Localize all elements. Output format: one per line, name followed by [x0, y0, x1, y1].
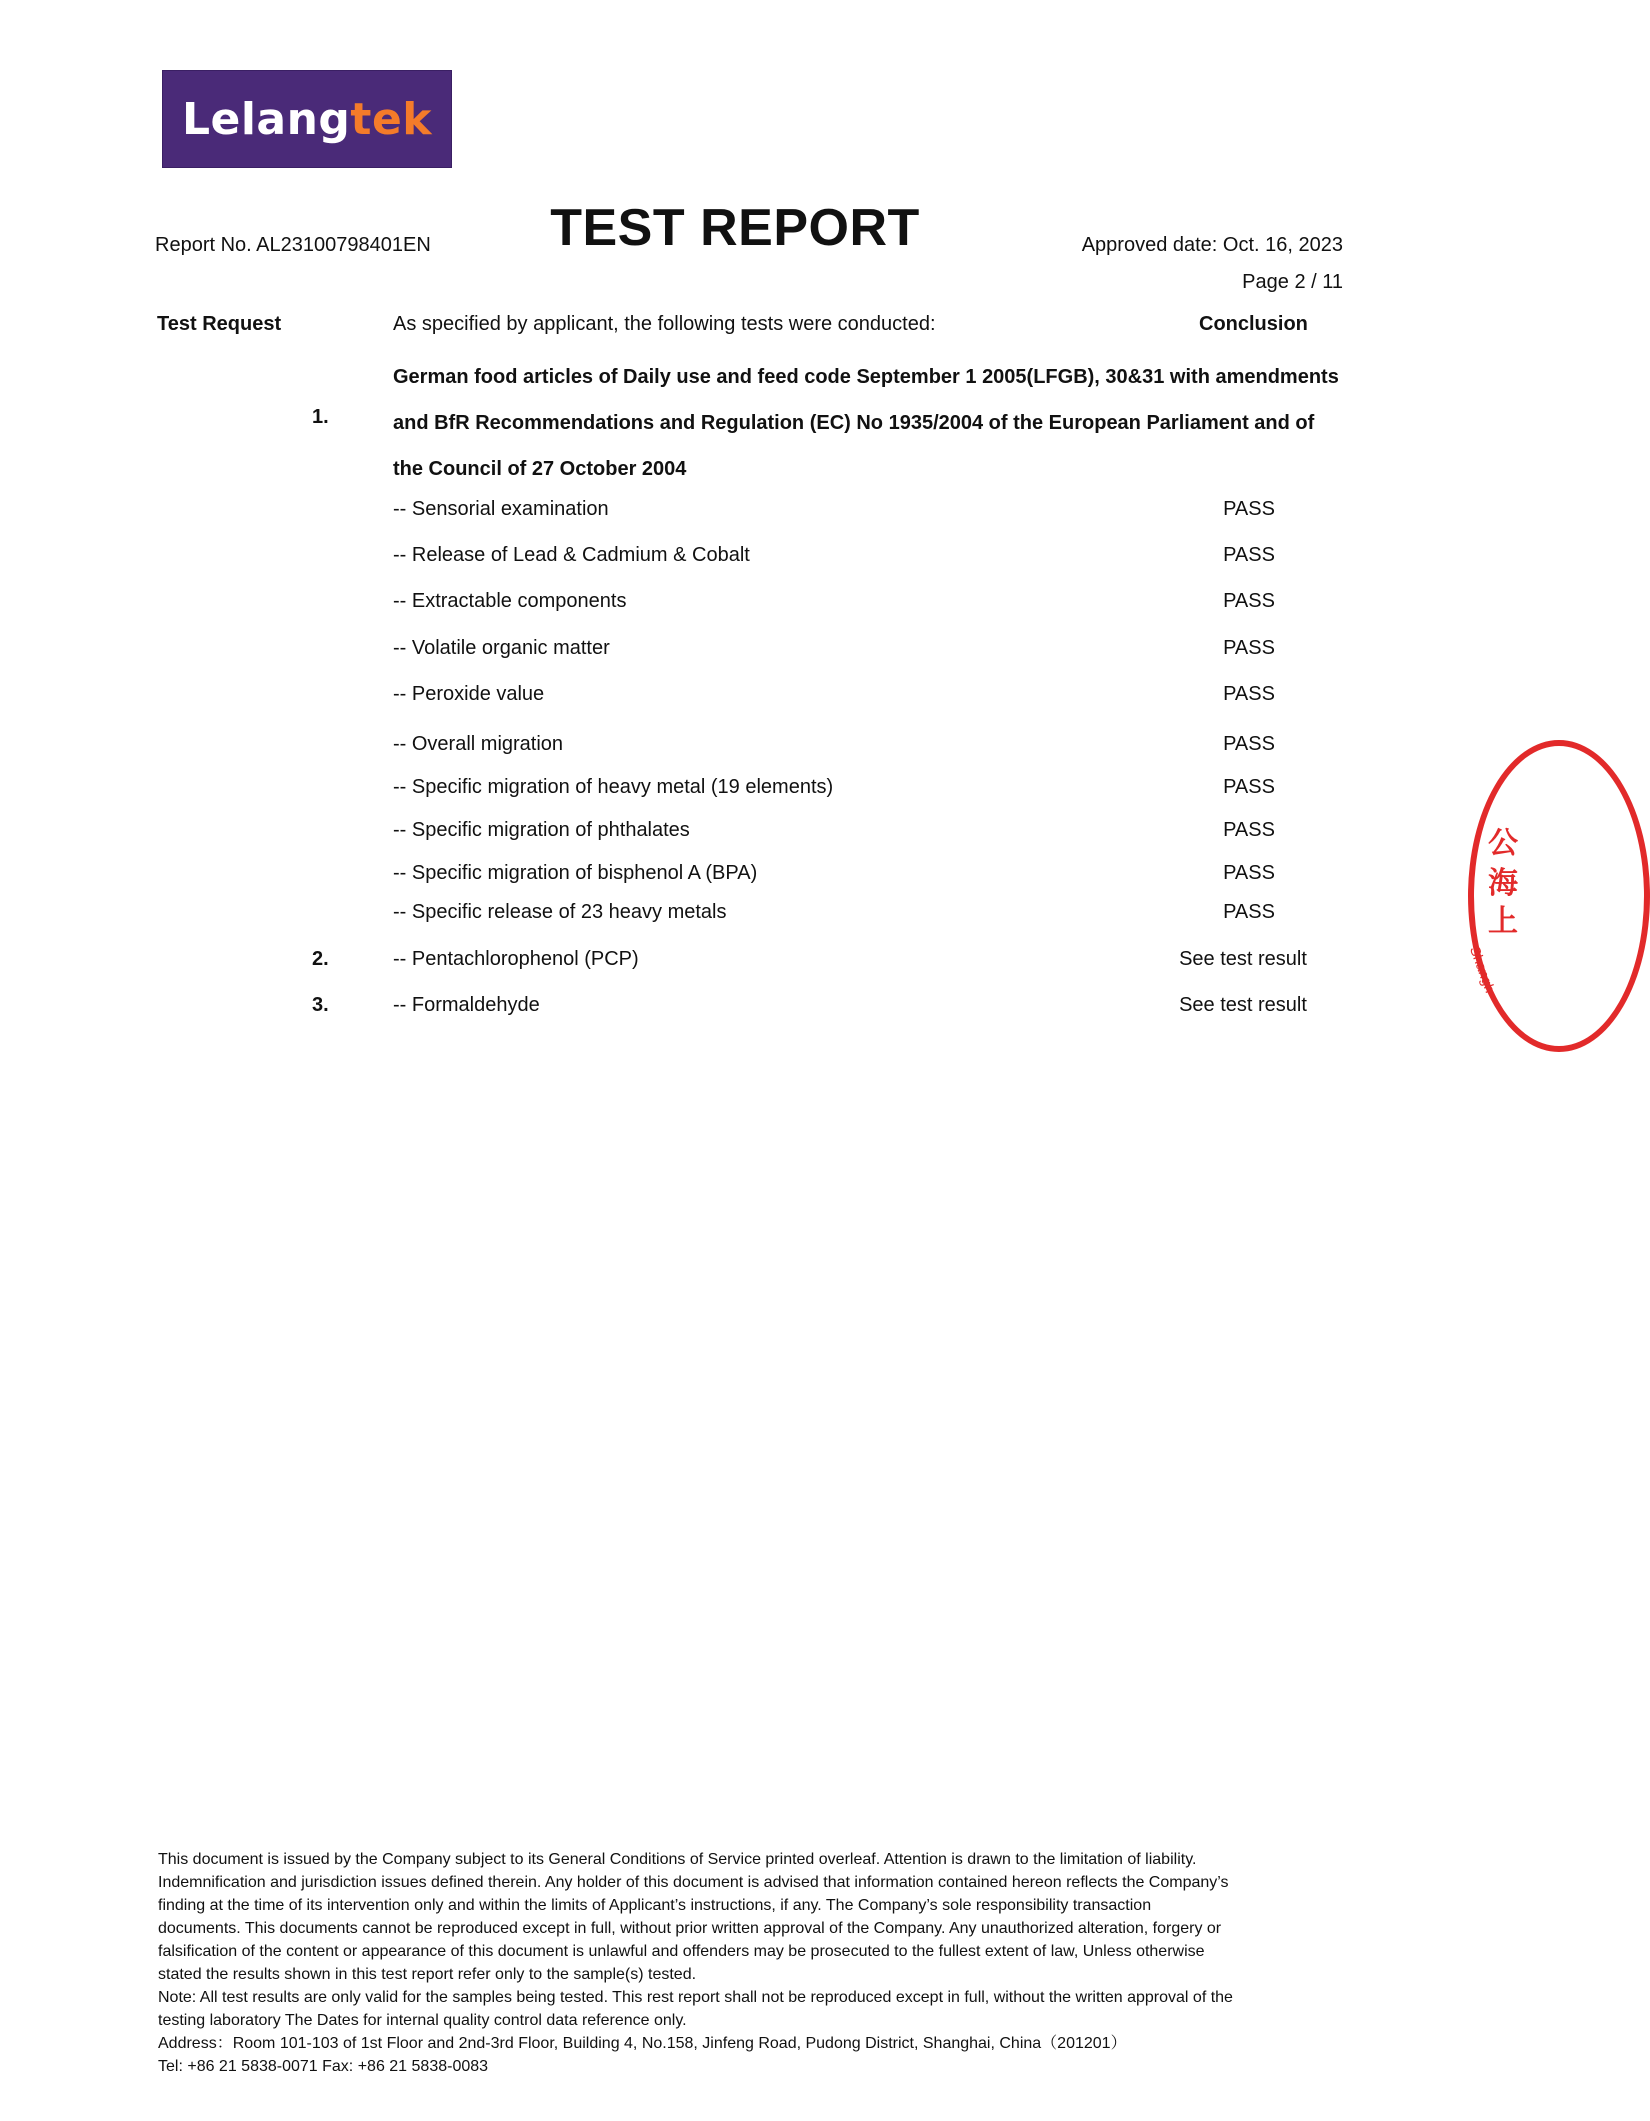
- section-1-number: 1.: [312, 406, 329, 428]
- stamp-glyph: 海: [1488, 867, 1518, 900]
- company-logo: [162, 70, 452, 168]
- test-result: PASS: [1223, 901, 1275, 923]
- footer-line: finding at the time of its intervention only and within the limits of Applicant’s instructions, if any. The Company’s sole responsibility transaction: [158, 1897, 1152, 1914]
- footer-disclaimer: [158, 1848, 1348, 2078]
- test-item: -- Volatile organic matter: [393, 637, 610, 659]
- section-1-standard: [393, 354, 1353, 492]
- test-result: PASS: [1223, 498, 1275, 520]
- test-result: See test result: [1179, 948, 1307, 970]
- section-3-number: 3.: [312, 994, 329, 1016]
- approved-date: Approved date: Oct. 16, 2023: [1081, 234, 1343, 256]
- test-result: PASS: [1223, 683, 1275, 705]
- test-result: PASS: [1223, 862, 1275, 884]
- test-item: -- Release of Lead & Cadmium & Cobalt: [393, 544, 750, 566]
- test-result: PASS: [1223, 637, 1275, 659]
- test-result: PASS: [1223, 544, 1275, 566]
- footer-line: Indemnification and jurisdiction issues defined therein. Any holder of this document is advised that information contained hereon reflects the Company’s: [158, 1874, 1229, 1891]
- stamp-glyph: 上: [1488, 905, 1518, 938]
- test-item: -- Specific release of 23 heavy metals: [393, 901, 727, 923]
- test-result: PASS: [1223, 776, 1275, 798]
- test-item: -- Overall migration: [393, 733, 564, 755]
- footer-note: Note: All test results are only valid for the samples being tested. This rest report shall not be reproduced except in full, without the written approval of the: [158, 1989, 1233, 2006]
- footer-note: testing laboratory The Dates for internal quality control data reference only.: [158, 2012, 687, 2029]
- standard-line: and BfR Recommendations and Regulation (EC) No 1935/2004 of the European Parliament and of: [393, 412, 1315, 434]
- standard-line: the Council of 27 October 2004: [393, 458, 687, 480]
- test-result: PASS: [1223, 590, 1275, 612]
- footer-line: documents. This documents cannot be reproduced except in full, without prior written approval of the Company. Any unauthorized alteration, forgery or: [158, 1920, 1222, 1937]
- test-result: PASS: [1223, 733, 1275, 755]
- page-title: TEST REPORT: [550, 199, 920, 257]
- test-request-label: Test Request: [157, 313, 282, 335]
- test-item: -- Extractable components: [393, 590, 627, 612]
- footer-line: stated the results shown in this test report refer only to the sample(s) tested.: [158, 1966, 697, 1983]
- footer-address: Address：Room 101-103 of 1st Floor and 2nd-3rd Floor, Building 4, No.158, Jinfeng Road, Pudong District, Shanghai, China（201201）: [158, 2035, 1127, 2052]
- test-item: -- Specific migration of heavy metal (19 elements): [393, 776, 834, 798]
- test-item: -- Specific migration of bisphenol A (BPA): [393, 862, 758, 884]
- test-request-intro: As specified by applicant, the following tests were conducted:: [393, 313, 936, 335]
- logo-wordmark: Lelangtek: [181, 93, 433, 145]
- test-item: -- Peroxide value: [393, 683, 545, 705]
- test-item: -- Formaldehyde: [393, 994, 540, 1016]
- conclusion-header: Conclusion: [1199, 313, 1308, 335]
- test-result: See test result: [1179, 994, 1307, 1016]
- test-item: -- Pentachlorophenol (PCP): [393, 948, 639, 970]
- report-number: Report No. AL23100798401EN: [155, 234, 431, 256]
- company-seal-stamp: [1468, 740, 1650, 1052]
- footer-line: This document is issued by the Company subject to its General Conditions of Service printed overleaf. Attention is drawn to the limitation of liability.: [158, 1851, 1197, 1868]
- stamp-glyph: 公: [1488, 827, 1518, 860]
- test-result: PASS: [1223, 819, 1275, 841]
- test-item: -- Specific migration of phthalates: [393, 819, 690, 841]
- stamp-text: Shangh: [1466, 944, 1499, 995]
- page-number: Page 2 / 11: [1242, 271, 1343, 293]
- standard-line: German food articles of Daily use and feed code September 1 2005(LFGB), 30&31 with amendments: [393, 366, 1339, 388]
- footer-line: falsification of the content or appearance of this document is unlawful and offenders may be prosecuted to the fullest extent of law, Unless otherwise: [158, 1943, 1205, 1960]
- footer-contact: Tel: +86 21 5838-0071 Fax: +86 21 5838-0083: [158, 2058, 489, 2075]
- test-item: -- Sensorial examination: [393, 498, 609, 520]
- section-2-number: 2.: [312, 948, 329, 970]
